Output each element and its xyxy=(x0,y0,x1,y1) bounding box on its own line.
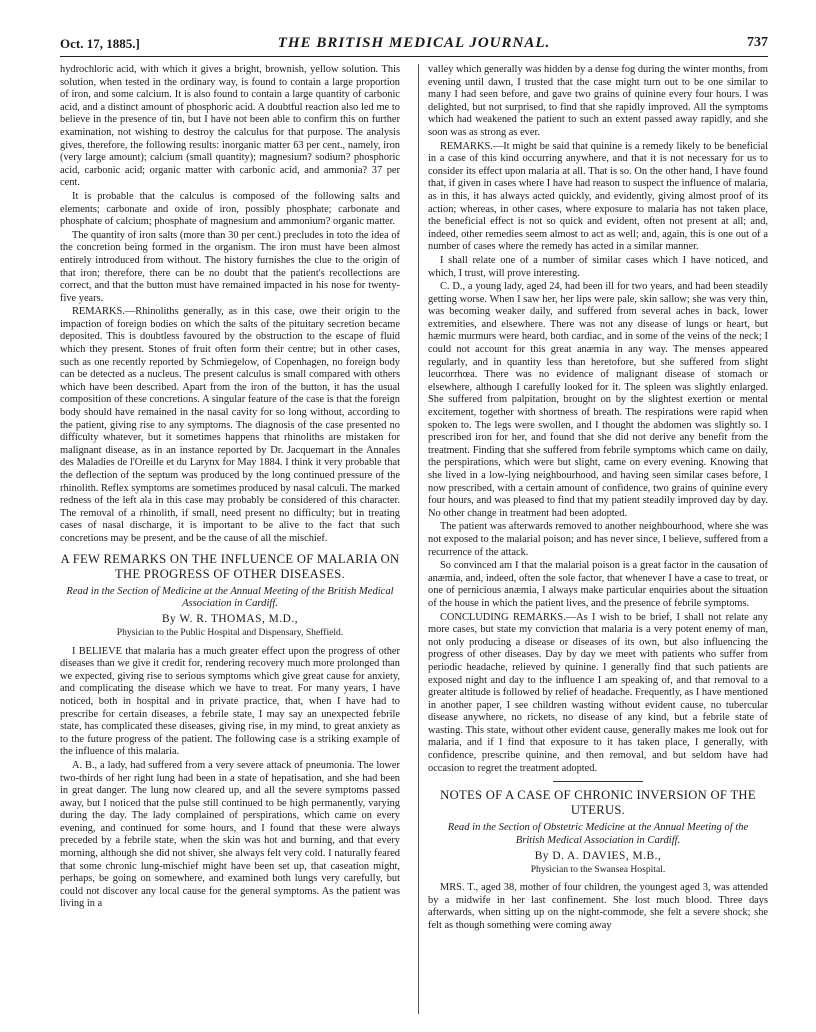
left-column xyxy=(60,64,400,1019)
malaria-continued-paragraph: valley which generally was hidden by a dense fog during the winter months, from evening until dawn, I trusted that the case might turn out to be one similar to many I had seen before, and gave two grains of quinine every four hours. I was delighted, but not surprised, to find that she rapidly improved. All the symptoms which had weakened the patient to such an extent passed away rapidly, and she soon was as strong as ever. xyxy=(428,64,768,138)
uterus-paragraph: MRS. T., aged 38, mother of four children, the youngest aged 3, was attended by a midwife in her last confinement. She lost much blood. Three days afterwards, when sitting up on the night-commode, she felt a severe shock; she felt as though something were coming away xyxy=(428,882,768,932)
uterus-article-title: NOTES OF A CASE OF CHRONIC INVERSION OF THE UTERUS. xyxy=(440,788,756,818)
calculus-paragraph: hydrochloric acid, with which it gives a bright, brownish, yellow solution. This solution, when tested in the ordinary way, is found to contain a large proportion of iron, and some calcium. It is also found to contain a large quantity of carbonic acid, and a distinct amount of phosphoric acid. A doubtful reaction also led me to believe in the presence of tin, but I have not been able to confirm this on further examination, not wishing to destroy the calculus for that purpose. The analysis gives, therefore, the following results: inorganic matter 63 per cent., namely, iron (very large amount); calcium (small quantity); magnesium? sodium? phosphoric acid, carbonic acid; organic matter with carbonic acid, and ammonia? 37 per cent. xyxy=(60,64,400,189)
page-number: 737 xyxy=(747,35,768,50)
malaria-paragraph: I BELIEVE that malaria has a much greater effect upon the progress of other diseases than we give it credit for, rendering recovery much more prolonged than we expected, giving rise to serious symptoms which give great cause for anxiety, and complicating the disease which we have to treat. For many years, I have noticed, both in hospital and in private practice, that, when I have had to prescribe for certain diseases, a febrile state, I may say an unexpected febrile state, has complicated these diseases, giving rise, in my mind, to great anxiety as to the future progress of the patient. The following case is a striking example of the influence of this malaria. xyxy=(60,645,400,758)
malaria-continued-paragraph: So convinced am I that the malarial poison is a great factor in the causation of anæmia, and, indeed, often the sole factor, that whenever I have a case to treat, or one of pernicious anæmia, I always make particular enquiries about the situation of the house in which the patient lives, and the presence of febrile symptoms. xyxy=(428,560,768,609)
article-separator xyxy=(553,781,643,782)
malaria-concluding-paragraph: CONCLUDING REMARKS.—As I wish to be brief, I shall not relate any more cases, but state my conviction that malaria is a very potent enemy of man, not only producing a disease or diseases of its own, but also influencing the progress of other diseases. Day by day we meet with patients who suffer from periodic headache, relieved by quinine. I generally find that such patients are exposed night and day to the influence I am speaking of, and that removal to a greater altitude is followed by relief of headache. Frequently, as I have mentioned in another paper, I see children wasting without evident cause, no tubercular disease anywhere, no rickets, no disease of any kind, but a febrile state of wasting. This state, without other evident cause, generally makes me look out for malaria, and if I find that exposure to it has taken place, I generally, with confidence, prescribe quinine, and then removal, and but seldom have had occasion to regret the treatment adopted. xyxy=(428,611,768,774)
journal-title: THE BRITISH MEDICAL JOURNAL. xyxy=(277,35,551,51)
malaria-article-byline: By W. R. THOMAS, M.D., xyxy=(161,613,299,626)
right-column xyxy=(428,64,768,1019)
malaria-article-title: A FEW REMARKS ON THE INFLUENCE OF MALARIA ON THE PROGRESS OF OTHER DISEASES. xyxy=(60,551,400,581)
uterus-article-byline: By D. A. DAVIES, M.B., xyxy=(534,850,662,863)
malaria-remarks-paragraph: REMARKS.—It might be said that quinine is a remedy likely to be beneficial in a case of this kind occurring anywhere, and that it is not necessary for us to consider its effect upon malaria at all. That is so. On the other hand, I have found that, if given in cases where I have had reason to suspect the influence of malaria, as in this, it has always acted quickly, and evidently, giving almost proof of its action; whereas, in other cases, where exposure to malaria has not taken place, the beneficial effect is not so quick and evident, often not present at all; and, indeed, other remedies seem almost to act as well; and, again, this is one out of a number of cases where the remedy has acted in a similar manner. xyxy=(428,140,768,253)
malaria-article-affiliation: Physician to the Public Hospital and Dispensary, Sheffield. xyxy=(116,626,344,638)
page-header xyxy=(60,34,768,57)
malaria-paragraph: A. B., a lady, had suffered from a very severe attack of pneumonia. The lower two-thirds of her right lung had been in a state of hepatisation, and she had been in great danger. The lung now cleared up, and all the severe symptoms passed away, but I noticed that the pulse still continued to be high permanently, varying during the day. The lady complained of perspirations, which came on every evening, and continued for some hours, and I found that these were always preceded by a febrile state, when the skin was hot and burning, and that every morning, although she did not shiver, she always felt very cold. I naturally feared that some chronic lung-mischief might have been set up, that caseation might, perhaps, be going on somewhere, and examined both lungs very carefully, but could not discover any local cause for the general symptoms. As the patient was living in a xyxy=(60,759,400,910)
malaria-case-paragraph: C. D., a young lady, aged 24, had been ill for two years, and had been steadily getting worse. When I saw her, her lips were pale, skin sallow; she was very thin, was becoming weaker daily, and suffered from several aches in back, lower extremities, and elsewhere. There was not any disease of lungs or heart, but hæmic murmurs were heard, both cardiac, and in some of the veins of the neck; I could not account for this great anæmia in any way. The menses appeared regularly, and in quantity less than heretofore, but she suffered from slight leucorrhœa. There was no evidence of malignant disease of stomach or elsewhere, although I carefully looked for it. The spleen was slightly enlarged. She suffered from palpitation, brought on by the slightest exertion or mental excitement, together with shortness of breath. The respirations were rapid when spoken to. The legs were swollen, and I thought the abdomen was slightly so. I prescribed iron for her, and found that she did not derive any benefit from the treatment. Finding that she suffered from febrile symptoms which came on daily, the perspirations, which were but slight, came on every evening. Knowing that she lived in a low-lying neighbourhood, and having seen similar cases before, I now prescribed, with a certain amount of confidence, two grains of quinine every four hours, and was pleased to find that my patient steadily improved day by day. No other change in treatment had been adopted. xyxy=(428,281,768,519)
malaria-continued-paragraph: The patient was afterwards removed to another neighbourhood, where she was not exposed to the malarial poison; and has never since, I believe, suffered from a recurrence of the attack. xyxy=(428,521,768,558)
calculus-remarks-paragraph: REMARKS.—Rhinoliths generally, as in this case, owe their origin to the impaction of foreign bodies on which the salts of the pituitary secretion became deposited. This is doubtless favoured by the obstruction to the escape of fluid which they present. Stones of fruit often form their centre; but in other cases, such as one recently reported by Schmiegelow, of Copenhagen, no foreign body can be detected as a nucleus. The present calculus is small compared with others which have been described. Apart from the iron of the button, it has the usual composition of these concretions. A singular feature of the case is that the foreign body should have remained in the nasal cavity for so long without, according to the patient, giving rise to any symptoms. The diagnosis of the case presented no difficulty whatever, but it sometimes happens that rhinoliths are mistaken for malignant disease, as in an instance reported by Dr. Jacquemart in the Annales des Maladies de l'Oreille et du Larynx for May 1884. I think it very probable that the deflection of the septum was produced by the long continued pressure of the rhinolith. Reflex symptoms are sometimes produced by nasal calculi. The marked redness of the left ala in this case may probably be considered of this character. The removal of a rhinolith, if small, need present no difficulty; but in treating cases of nasal discharge, it is important to be alive to the fact that such concretions may be present, and be the cause of all the mischief. xyxy=(60,306,400,544)
uterus-article-affiliation: Physician to the Swansea Hospital. xyxy=(530,863,666,875)
malaria-article-subtitle: Read in the Section of Medicine at the Annual Meeting of the British Medical Association in Cardiff. xyxy=(66,585,394,609)
uterus-article-subtitle: Read in the Section of Obstetric Medicine at the Annual Meeting of the British Medical Association in Cardiff. xyxy=(447,822,749,846)
column-divider xyxy=(418,64,419,1014)
malaria-continued-paragraph: I shall relate one of a number of similar cases which I have noticed, and which, I trust, will prove interesting. xyxy=(428,254,768,279)
calculus-paragraph: The quantity of iron salts (more than 30 per cent.) precludes in toto the idea of the concretion being formed in the organism. The iron must have been almost entirely introduced from without. The history furnishes the clue to the origin of that iron; therefore, there can be no doubt that the patient's recollections are correct, and that the button must have remained impacted in his nose for twenty-five years. xyxy=(60,229,400,304)
calculus-paragraph: It is probable that the calculus is composed of the following salts and elements; carbonate and oxide of iron, possibly phosphate; carbonate and phosphate of calcium; phosphate of magnesium and ammonium? organic matter. xyxy=(60,190,400,228)
issue-date: Oct. 17, 1885.] xyxy=(60,36,140,51)
